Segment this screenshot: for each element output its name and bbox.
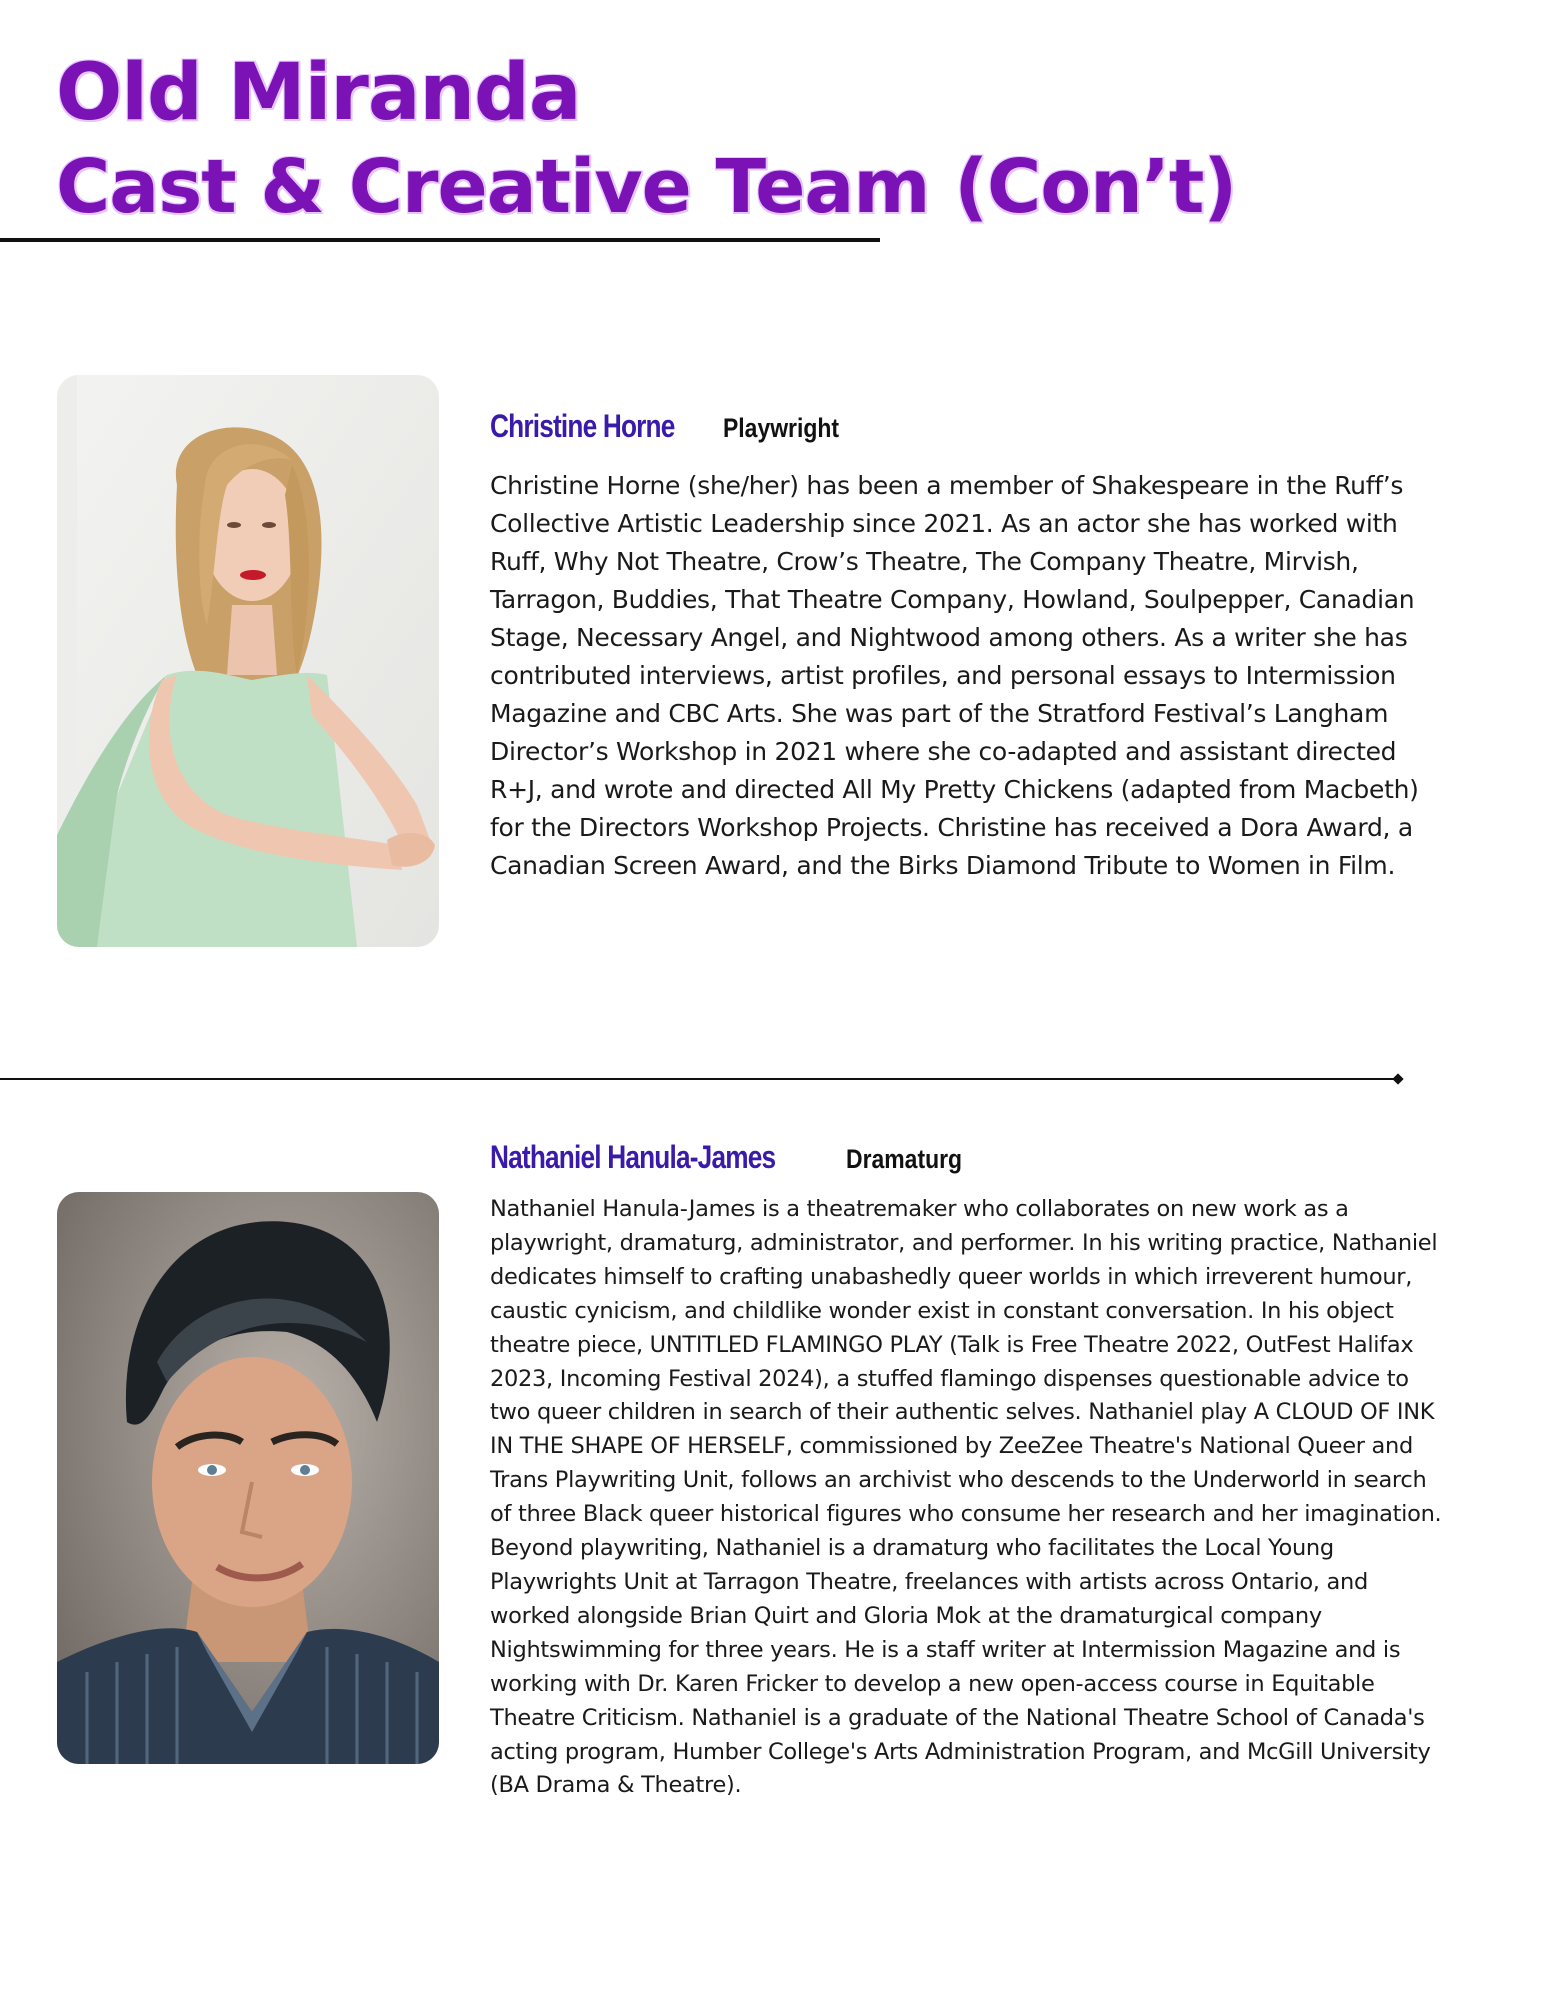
page-title-line-1: Old Miranda <box>56 48 581 138</box>
profile-name: Nathaniel Hanula-James <box>490 1139 776 1175</box>
page-title-line-2: Cast & Creative Team (Con’t) <box>56 144 1237 230</box>
section-divider-end-dot <box>1392 1073 1403 1084</box>
section-divider <box>0 1078 1398 1080</box>
profile-photo-christine-horne <box>57 375 439 947</box>
portrait-man-icon <box>57 1192 439 1764</box>
header-divider <box>0 238 880 242</box>
profile-photo-nathaniel-hanula-james <box>57 1192 439 1764</box>
profile-heading-nathaniel-hanula-james <box>490 1139 983 1176</box>
portrait-woman-icon <box>57 375 439 947</box>
profile-heading-christine-horne <box>490 408 860 445</box>
profile-bio-christine-horne: Christine Horne (she/her) has been a member of Shakespeare in the Ruff’s Collective Artistic Leadership since 2021. As an actor she has worked with Ruff, Why Not Theatre, Crow’s Theatre, The Company Theatre, Mirvish, Tarragon, Buddies, That Theatre Company, Howland, Soulpepper, Canadian Stage, Necessary Angel, and Nightwood among others. As a writer she has contributed interviews, artist profiles, and personal essays to Intermission Magazine and CBC Arts. She was part of the Stratford Festival’s Langham Director’s Workshop in 2021 where she co-adapted and assistant directed R+J, and wrote and directed All My Pretty Chickens (adapted from Macbeth) for the Directors Workshop Projects. Christine has received a Dora Award, a Canadian Screen Award, and the Birks Diamond Tribute to Women in Film. <box>490 471 1419 880</box>
profile-name: Christine Horne <box>490 408 675 444</box>
profile-bio-nathaniel-hanula-james: Nathaniel Hanula-James is a theatremaker who collaborates on new work as a playwright, dramaturg, administrator, and performer. In his writing practice, Nathaniel dedicates himself to crafting unabashedly queer worlds in which irreverent humour, caustic cynicism, and childlike wonder exist in constant conversation. In his object theatre piece, UNTITLED FLAMINGO PLAY (Talk is Free Theatre 2022, OutFest Halifax 2023, Incoming Festival 2024), a stuffed flamingo dispenses questionable advice to two queer children in search of their authentic selves. Nathaniel play A CLOUD OF INK IN THE SHAPE OF HERSELF, commissioned by ZeeZee Theatre's National Queer and Trans Playwriting Unit, follows an archivist who descends to the Underworld in search of three Black queer historical figures who consume her research and her imagination. Beyond playwriting, Nathaniel is a dramaturg who facilitates the Local Young Playwrights Unit at Tarragon Theatre, freelances with artists across Ontario, and worked alongside Brian Quirt and Gloria Mok at the dramaturgical company Nightswimming for three years. He is a staff writer at Intermission Magazine and is working with Dr. Karen Fricker to develop a new open-access course in Equitable Theatre Criticism. Nathaniel is a graduate of the National Theatre School of Canada's acting program, Humber College's Arts Administration Program, and McGill University (BA Drama & Theatre). <box>490 1196 1442 1799</box>
profile-role: Dramaturg <box>846 1144 963 1174</box>
profile-role: Playwright <box>723 413 840 443</box>
